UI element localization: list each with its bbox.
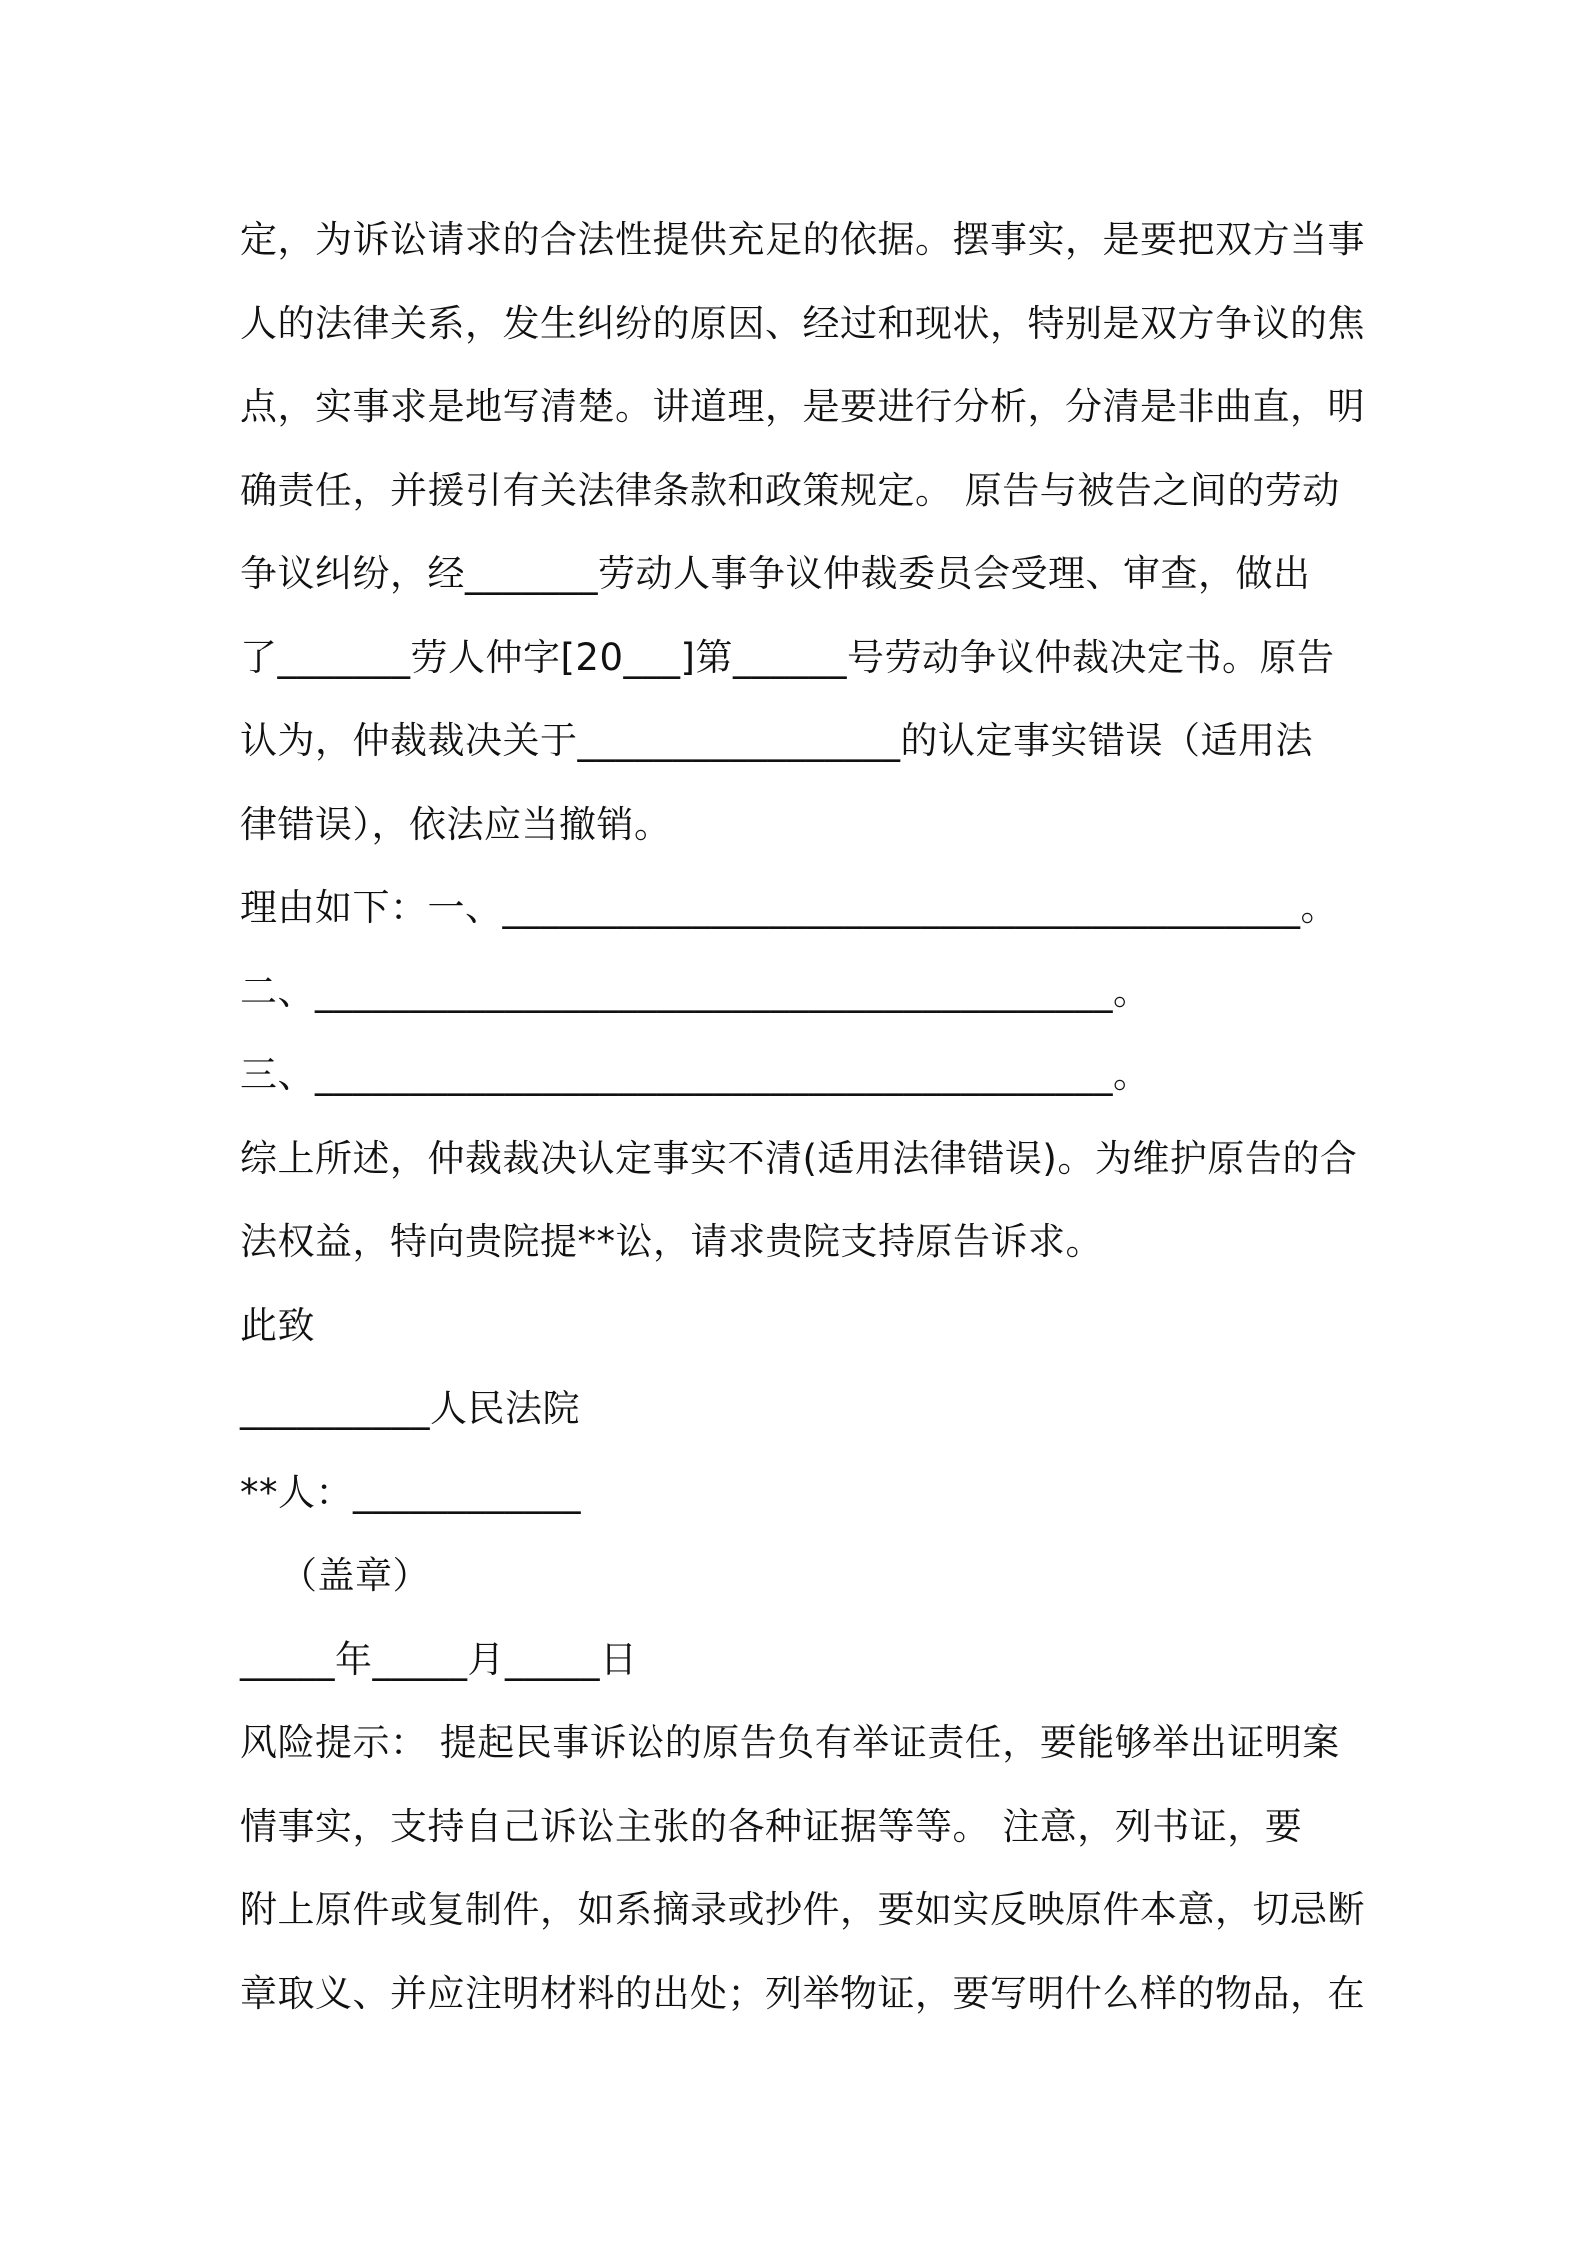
risk-line-3: 附上原件或复制件，如系摘录或抄件，要如实反映原件本意，切忌断 bbox=[240, 1888, 1365, 1931]
body-line-5: 争议纠纷，经_______劳动人事争议仲裁委员会受理、审查，做出 bbox=[240, 552, 1311, 595]
body-line-6: 了_______劳人仲字[20___]第______号劳动争议仲裁决定书。原告 bbox=[240, 635, 1335, 679]
body-line-2: 人的法律关系，发生纠纷的原因、经过和现状，特别是双方争议的焦 bbox=[240, 301, 1365, 345]
summary-line-2: 法权益，特向贵院提**讼，请求贵院支持原告诉求。 bbox=[240, 1220, 1103, 1263]
salutation: 此致 bbox=[240, 1303, 315, 1347]
reason-line-2: 二、__________________________________________。 bbox=[240, 969, 1151, 1013]
risk-line-1: 风险提示： 提起民事诉讼的原告负有举证责任，要能够举出证明案 bbox=[240, 1721, 1340, 1764]
seal-note: （盖章） bbox=[280, 1554, 430, 1597]
signer-line: **人：____________ bbox=[240, 1470, 581, 1514]
body-line-1: 定，为诉讼请求的合法性提供充足的依据。摆事实，是要把双方当事 bbox=[240, 218, 1365, 261]
body-line-8: 律错误），依法应当撤销。 bbox=[240, 802, 672, 846]
body-line-7: 认为，仲裁裁决关于_________________的认定事实错误（适用法 bbox=[240, 719, 1313, 762]
reason-line-1: 理由如下：一、__________________________________________。 bbox=[240, 886, 1338, 929]
court-name: __________人民法院 bbox=[240, 1387, 580, 1430]
risk-line-2: 情事实，支持自己诉讼主张的各种证据等等。 注意，列书证，要 bbox=[240, 1804, 1303, 1848]
body-line-4: 确责任，并援引有关法律条款和政策规定。 原告与被告之间的劳动 bbox=[240, 468, 1340, 512]
date-line: _____年_____月_____日 bbox=[240, 1637, 638, 1681]
reason-line-3: 三、__________________________________________。 bbox=[240, 1053, 1151, 1096]
body-line-3: 点，实事求是地写清楚。讲道理，是要进行分析，分清是非曲直，明 bbox=[240, 385, 1365, 428]
document-body bbox=[240, 198, 1365, 2035]
risk-line-4: 章取义、并应注明材料的出处；列举物证，要写明什么样的物品，在 bbox=[240, 1971, 1365, 2015]
summary-line-1: 综上所述，仲裁裁决认定事实不清(适用法律错误)。为维护原告的合 bbox=[240, 1136, 1358, 1180]
